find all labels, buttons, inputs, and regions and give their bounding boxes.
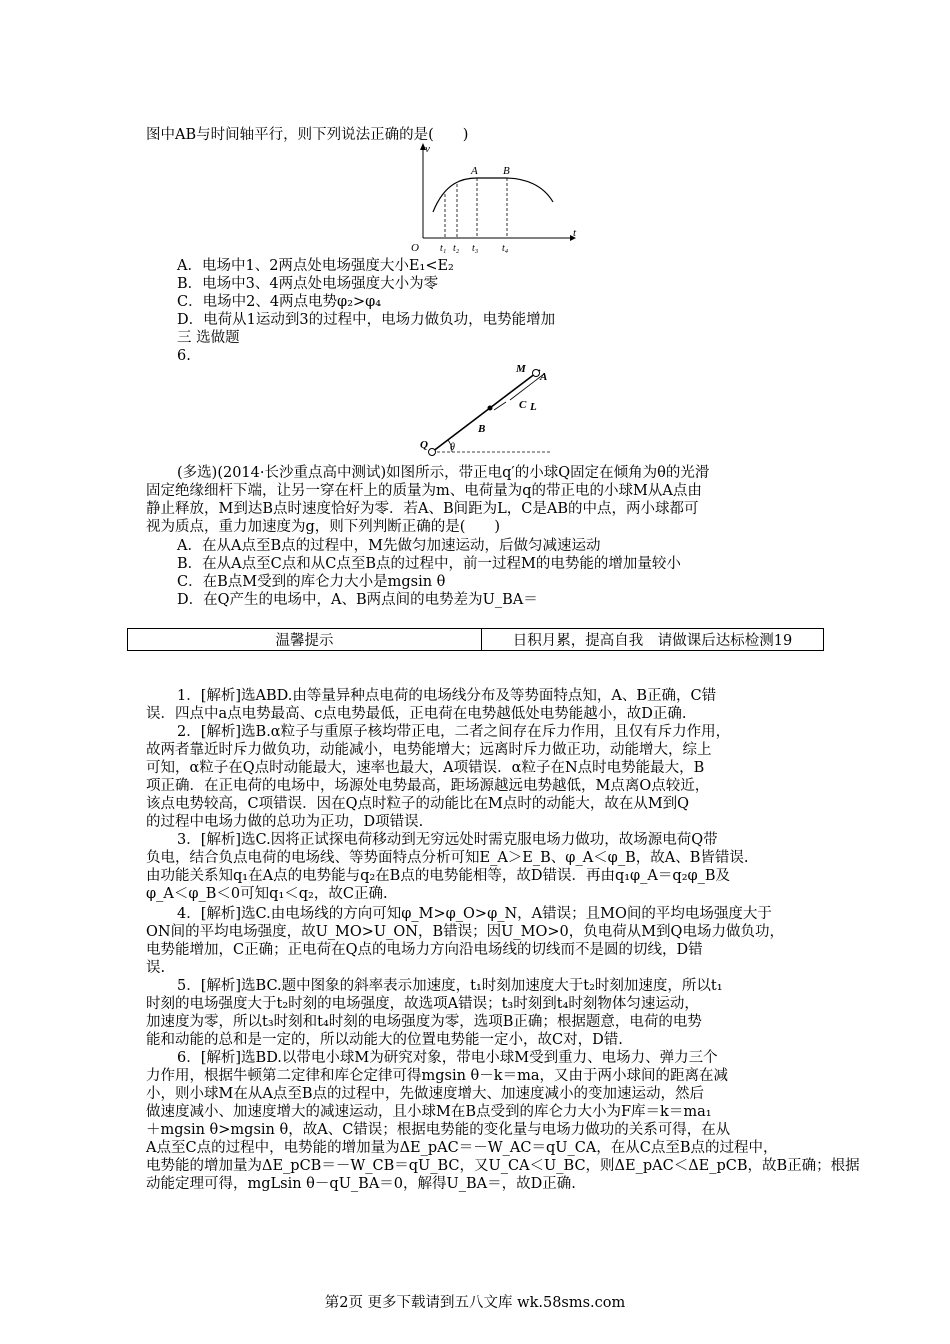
t4-label: t₄ <box>502 243 509 254</box>
label-theta: θ <box>450 442 455 453</box>
answer-line: 电势能增加，C正确；正电荷在Q点的电场力方向沿电场线的切线而不是圆的切线，D错 <box>146 942 703 958</box>
answer-line: 做速度减小、加速度增大的减速运动，且小球M在B点受到的库仑力大小为F库＝k＝ma₁ <box>146 1104 712 1120</box>
label-q: Q <box>420 439 428 451</box>
answer-line: 6．[解析]选BD.以带电小球M为研究对象，带电小球M受到重力、电场力、弹力三个 <box>177 1050 718 1066</box>
answer-line: ON间的平均电场强度，故U_MO>U_ON，B错误；因U_MO>0，负电荷从M到Q电场力做负功， <box>146 924 784 940</box>
q6-option-b: B．在从A点至C点和从C点至B点的过程中，前一过程M的电势能的增加量较小 <box>177 556 681 572</box>
label-b: B <box>478 423 486 435</box>
answer-line: 小，则小球M在从A点至B点的过程中，先做速度增大、加速度减小的变加速运动，然后 <box>146 1086 704 1102</box>
answer-line: 2．[解析]选B.α粒子与重原子核均带正电，二者之间存在斥力作用，且仅有斥力作用， <box>177 724 731 740</box>
label-c: C <box>519 399 527 411</box>
answer-line: 误．四点中a点电势最高、c点电势最低，正电荷在电势越低处电势能越小，故D正确. <box>146 706 687 722</box>
q6-option-a: A．在从A点至B点的过程中，M先做匀加速运动，后做匀减速运动 <box>177 538 601 554</box>
answer-line: 能和动能的总和是一定的，所以动能大的位置电势能一定小，故C对，D错. <box>146 1032 623 1048</box>
tip-table <box>127 628 824 651</box>
answer-line: 加速度为零，所以t₃时刻和t₄时刻的电场强度为零，选项B正确；根据题意，电荷的电势 <box>146 1014 702 1030</box>
answer-line: φ_A＜φ_B＜0可知q₁＜q₂，故C正确. <box>146 886 388 902</box>
answer-line: 可知，α粒子在Q点时动能最大，速率也最大，A项错误．α粒子在N点时电势能最大，B <box>146 760 705 776</box>
answer-line: 故两者靠近时斥力做负功，动能减小，电势能增大；远离时斥力做正功，动能增大，综上 <box>146 742 712 758</box>
label-m: M <box>516 363 526 375</box>
answer-line: 时刻的电场强度大于t₂时刻的电场强度，故选项A错误；t₃时刻到t₄时刻物体匀速运动， <box>146 996 699 1012</box>
q6-stem-line-3: 静止释放，M到达B点时速度恰好为零．若A、B间距为L，C是AB的中点，两小球都可 <box>146 501 699 517</box>
incline-figure <box>418 360 558 464</box>
answer-line: 3．[解析]选C.因将正试探电荷移动到无穷远处时需克服电场力做功，故场源电荷Q带 <box>177 832 718 848</box>
origin-label: O <box>411 242 419 254</box>
q6-stem-line-4: 视为质点，重力加速度为g，则下列判断正确的是( ) <box>146 519 501 535</box>
t-axis-label: t <box>573 227 577 239</box>
answer-line: 力作用，根据牛顿第二定律和库仑定律可得mgsin θ－k＝ma，又由于两小球间的距离在减 <box>146 1068 728 1084</box>
answer-line: 电势能的增加量为ΔE_pCB＝－W_CB＝qU_BC，又U_CA＜U_BC，则ΔE_pAC＜ΔE_pCB，故B正确；根据 <box>146 1158 860 1174</box>
tip-left-cell: 温馨提示 <box>128 629 482 651</box>
q5-stem: 图中AB与时间轴平行，则下列说法正确的是( ) <box>146 127 469 143</box>
q5-option-b: B．电场中3、4两点处电场强度大小为零 <box>177 276 439 292</box>
q6-stem-line-2: 固定绝缘细杆下端，让另一穿在杆上的质量为m、电荷量为q的带正电的小球M从A点由 <box>146 483 702 499</box>
answer-line: A点至C点的过程中，电势能的增加量为ΔE_pAC＝－W_AC＝qU_CA，在从C点至B点的过程中， <box>146 1140 778 1156</box>
answer-line: 该点电势较高，C项错误．因在Q点时粒子的动能比在M点时的动能大，故在从M到Q <box>146 796 690 812</box>
answer-line: 项正确．在正电荷的电场中，场源处电势最高，距场源越远电势越低，M点离O点较近， <box>146 778 710 794</box>
q6-stem-line-1: (多选)(2014·长沙重点高中测试)如图所示，带正电q′的小球Q固定在倾角为θ的光滑 <box>177 465 710 481</box>
answer-line: 4．[解析]选C.由电场线的方向可知φ_M>φ_O>φ_N，A错误；且MO间的平均电场强度大于 <box>177 906 772 922</box>
q5-option-c: C．电场中2、4两点电势φ₂>φ₄ <box>177 294 382 310</box>
t2-label: t₂ <box>453 243 460 254</box>
answer-line: 负电，结合负点电荷的电场线、等势面特点分析可知E_A＞E_B、φ_A＜φ_B，故A、B皆错误. <box>146 850 749 866</box>
q5-option-a: A．电场中1、2两点处电场强度大小E₁<E₂ <box>177 258 454 274</box>
page-footer: 第2页 更多下载请到五八文库 wk.58sms.com <box>324 1295 626 1311</box>
answer-line: 动能定理可得，mgLsin θ－qU_BA＝0，解得U_BA＝，故D正确. <box>146 1176 576 1192</box>
answer-line: 1．[解析]选ABD.由等量异种点电荷的电场线分布及等势面特点知，A、B正确，C错 <box>177 688 717 704</box>
label-l: L <box>530 401 537 413</box>
vt-graph <box>405 140 585 256</box>
answer-line: 5．[解析]选BC.题中图象的斜率表示加速度，t₁时刻加速度大于t₂时刻加速度，所以t₁ <box>177 978 723 994</box>
t1-label: t₁ <box>440 243 447 254</box>
t3-label: t₃ <box>472 243 479 254</box>
answer-line: 误. <box>146 960 166 976</box>
v-axis-label: v <box>425 143 430 155</box>
answer-line: ＋mgsin θ>mgsin θ，故A、C错误；根据电势能的变化量与电场力做功的关系可得，在从 <box>146 1122 731 1138</box>
q5-option-d: D．电荷从1运动到3的过程中，电场力做负功，电势能增加 <box>177 312 556 328</box>
q6-option-d: D．在Q产生的电场中，A、B两点间的电势差为U_BA＝ <box>177 592 538 608</box>
label-a: A <box>540 371 548 383</box>
tip-right-cell: 日积月累，提高自我 请做课后达标检测19 <box>482 629 824 651</box>
point-a-label: A <box>471 165 478 177</box>
q6-option-c: C．在B点M受到的库仑力大小是mgsin θ <box>177 574 446 590</box>
answer-line: 由功能关系知q₁在A点的电势能与q₂在B点的电势能相等，故D错误．再由q₁φ_A＝q₂φ_B及 <box>146 868 731 884</box>
point-b-label: B <box>503 165 510 177</box>
answer-line: 的过程中电场力做的总功为正功，D项错误. <box>146 814 424 830</box>
q6-number: 6. <box>177 348 191 364</box>
section-title: 三 选做题 <box>177 330 240 346</box>
